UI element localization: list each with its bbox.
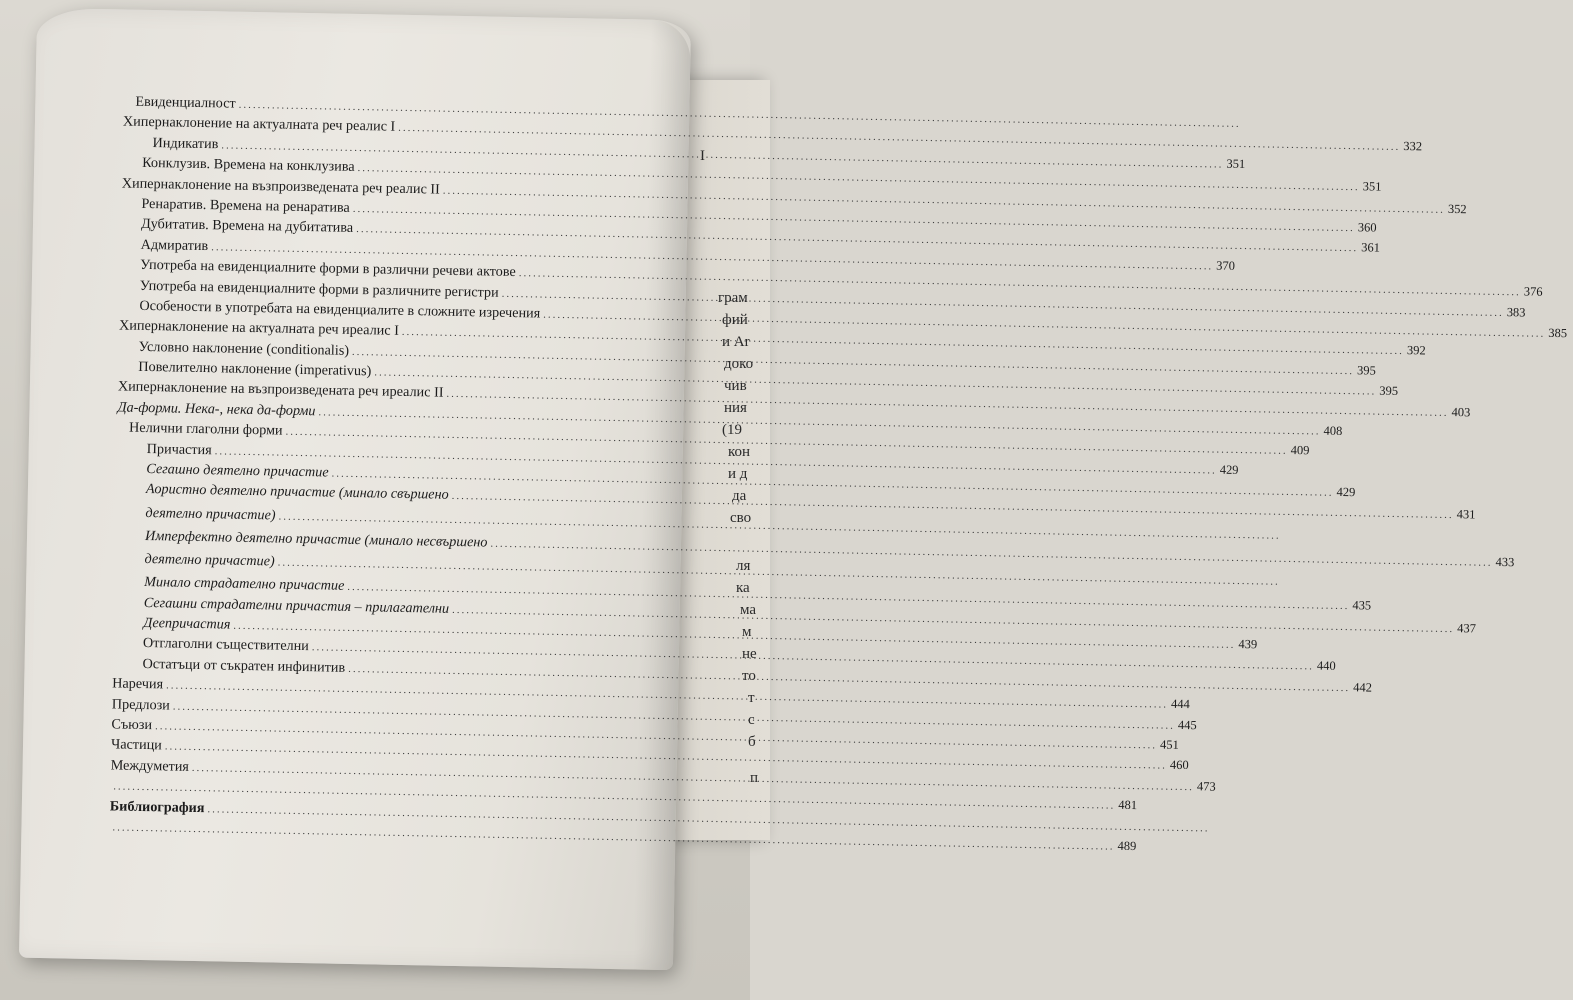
toc-page-number: 351 [1226,156,1246,171]
toc-entry-title: Евиденциалност [135,93,236,112]
toc-page-number: 376 [1523,284,1543,299]
toc-page-number: 361 [1361,240,1381,255]
toc-entry-title: Дубитатив. Времена на дубитатива [140,216,354,237]
toc-page-number: 360 [1357,220,1377,235]
back-page-text-fragment: ния [724,400,747,416]
back-page-text-fragment: I [700,148,705,164]
toc-page-number: 352 [1447,201,1467,216]
toc-page-number: 332 [1403,139,1423,154]
toc-entry-title: Междуметия [110,757,190,775]
back-page-text-fragment: (19 [722,422,742,438]
back-page-text-fragment: фий [722,312,748,328]
back-page-text-fragment: да [732,488,747,504]
toc-entry-title: Хипернаклонение на актуалната реч реалис I [122,113,396,136]
toc-page-number: 451 [1159,737,1179,752]
toc-entry-title: Минало страдателно причастие [144,574,345,595]
back-page-text-fragment: б [748,734,756,750]
toc-entry-title: Причастия [146,440,212,458]
toc-entry-title: Да-форми. Нека-, нека да-форми [117,399,316,420]
toc-page-number: 429 [1336,484,1356,500]
toc-page-number: 383 [1506,304,1526,319]
back-page-text-fragment: грам [718,290,748,306]
toc-page-number: 403 [1451,405,1471,420]
back-page-text-fragment: ля [736,558,751,574]
toc-entry-title: Хипернаклонение на възпроизведената реч иреалис II [117,378,444,402]
back-page-text-fragment: доко [724,356,754,372]
toc-page-number: 445 [1177,717,1197,732]
toc-entry-title: Конклузив. Времена на конклузива [142,155,355,176]
toc-page-number: 435 [1352,598,1372,613]
back-page-text-fragment: и Ar [722,334,750,350]
back-page-text-fragment: т [748,690,755,706]
back-page-text-fragment: ма [740,602,757,618]
toc-entry-title: Наречия [112,675,164,693]
toc-page-number: 395 [1356,362,1376,378]
toc-page-number: 489 [1117,838,1137,853]
back-page-text-fragment: чив [724,378,747,394]
back-page-text-fragment: сво [730,510,752,526]
toc-page-number: 385 [1548,325,1568,341]
toc-entry-title: Ренаратив. Времена на ренаратива [141,195,350,216]
toc-entry-title: Адмиратив [140,236,209,254]
toc-page-number: 433 [1495,554,1515,570]
toc-entry-title: Индикатив [152,134,219,153]
back-page-text-fragment: м [742,624,752,640]
toc-entry-title: Деепричастия [143,614,231,633]
toc-entry-title: Библиография [109,797,205,816]
toc-page-number: 481 [1118,797,1138,813]
back-page-text-fragment: с [748,712,755,728]
back-page-text-fragment: ка [736,580,750,596]
back-page-text-fragment: не [742,646,757,662]
toc-entry-title: Употреба на евиденциалните форми в различни речеви актове [140,256,516,281]
toc-page-number: 370 [1216,258,1236,273]
back-page-text-fragment: то [742,668,756,684]
toc-entry-title: Нелични глаголни форми [128,419,283,439]
toc-page-number: 439 [1238,636,1258,652]
toc-entry-title: Съюзи [111,716,153,734]
toc-page-number: 437 [1457,620,1477,636]
toc-entry-title: Условно наклонение (conditionalis) [138,338,350,359]
toc-entry-title: Особености в употребата на евиденциалите в сложните изречения [139,297,541,322]
toc-entry-title: Предлози [111,695,171,714]
toc-page-number: 429 [1219,462,1239,477]
toc-page-number: 440 [1316,658,1336,674]
toc-page-number: 409 [1290,443,1310,458]
toc-page-number: 392 [1406,343,1426,358]
toc-page-number: 351 [1362,179,1382,194]
toc-entry-title: Имперфектно деятелно причастие (минало несвършено [144,527,488,551]
toc-entry-title: Отглаголни съществителни [142,635,309,655]
toc-entry-title: Остатъци от съкратен инфинитив [142,655,346,676]
toc-page-number: 395 [1379,383,1399,399]
toc-page-number: 460 [1169,758,1189,773]
back-page-text-fragment: п [750,770,759,786]
toc-entry-title: Хипернаклонение на възпроизведената реч реалис II [121,175,440,198]
back-page-text-fragment: и д [728,466,748,482]
toc-page-number: 431 [1456,507,1476,522]
toc-entry-title: Частици [110,736,162,754]
toc-page-number: 442 [1353,679,1373,695]
toc-entry-title: Сегашни страдателни причастия – прилагателни [143,594,450,617]
toc-entry-title: деятелно причастие) [145,504,276,524]
toc-entry-title: Сегашно деятелно причастие [146,461,329,481]
toc-page-number: 444 [1170,696,1191,712]
toc-entry-title: Повелително наклонение (imperativus) [138,358,372,380]
toc-page-number: 408 [1323,423,1343,438]
toc-entry-title: Аористно деятелно причастие (минало свършено [145,481,449,504]
toc-entry-title: Употреба на евиденциалните форми в различните регистри [139,277,499,301]
back-page-text-fragment: кон [728,444,751,460]
toc-page-number: 473 [1196,778,1216,794]
toc-entry-title: Хипернаклонение на актуалната реч иреалис I [118,317,400,340]
toc-entry-title: деятелно причастие) [144,551,275,570]
